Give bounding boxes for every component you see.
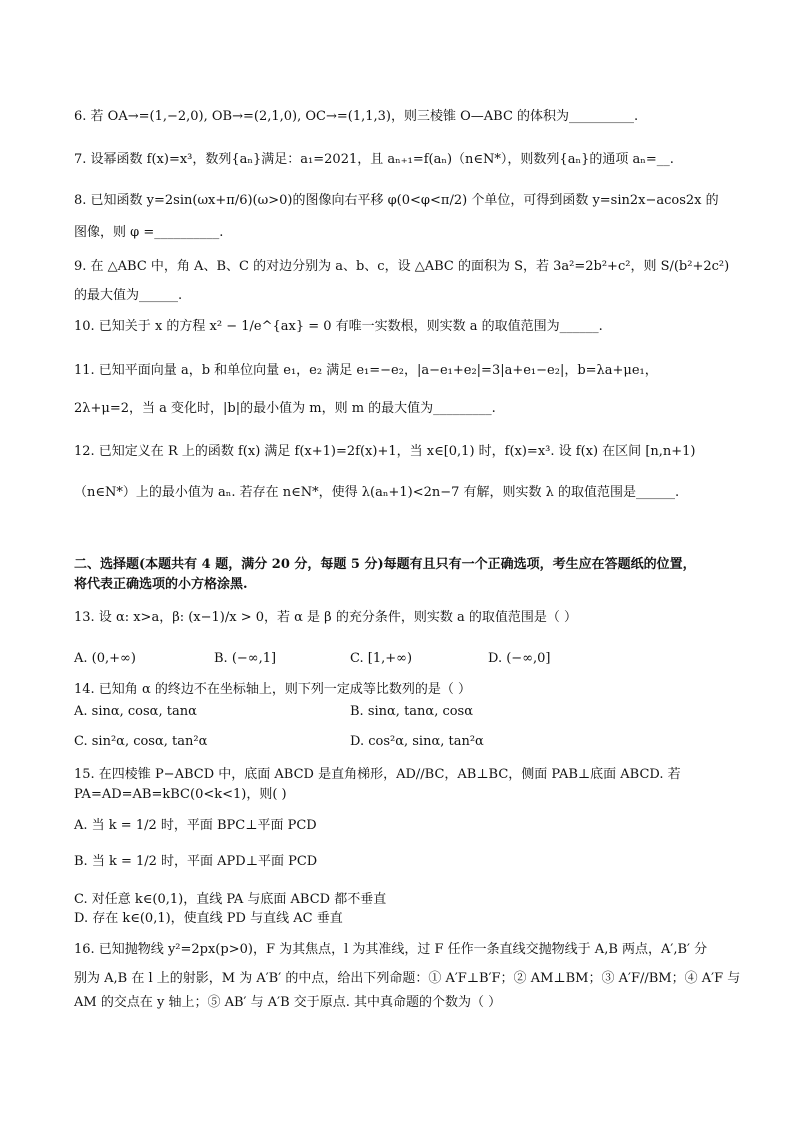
question-16-line-1: 16. 已知抛物线 y²=2px(p>0)，F 为其焦点，l 为其准线，过 F 任作一条直线交抛物线于 A,B 两点，A′,B′ 分: [74, 942, 708, 957]
question-15-option-b: B. 当 k = 1/2 时，平面 APD⊥平面 PCD: [74, 854, 318, 869]
question-14-option-d: D. cos²α, sinα, tan²α: [350, 734, 484, 749]
question-13-option-b: B. (−∞,1]: [214, 651, 277, 666]
question-16-line-2: 别为 A,B 在 l 上的射影，M 为 A′B′ 的中点，给出下列命题：① A′F⊥B′F；② AM⊥BM；③ A′F//BM；④ A′F 与: [74, 971, 741, 986]
question-15-option-a: A. 当 k = 1/2 时，平面 BPC⊥平面 PCD: [74, 818, 317, 833]
question-6: 6. 若 OA→=(1,−2,0), OB→=(2,1,0), OC→=(1,1,3)，则三棱锥 O—ABC 的体积为__________.: [74, 109, 639, 124]
question-12-line-2: （n∈N*）上的最小值为 aₙ. 若存在 n∈N*，使得 λ(aₙ+1)<2n−7 有解，则实数 λ 的取值范围是______.: [74, 485, 680, 500]
question-8-line-2: 图像，则 φ =__________.: [74, 225, 224, 240]
question-13: 13. 设 α: x>a，β: (x−1)/x > 0，若 α 是 β 的充分条件，则实数 a 的取值范围是（ ）: [74, 610, 577, 625]
question-13-option-d: D. (−∞,0]: [488, 651, 551, 666]
question-13-option-a: A. (0,+∞): [74, 651, 136, 666]
question-11-line-1: 11. 已知平面向量 a，b 和单位向量 e₁，e₂ 满足 e₁=−e₂，|a−e₁+e₂|=3|a+e₁−e₂|，b=λa+μe₁，: [74, 363, 658, 378]
question-8-line-1: 8. 已知函数 y=2sin(ωx+π/6)(ω>0)的图像向右平移 φ(0<φ<π/2) 个单位，可得到函数 y=sin2x−acos2x 的: [74, 193, 719, 208]
question-9-line-2: 的最大值为______.: [74, 288, 183, 303]
question-10: 10. 已知关于 x 的方程 x² − 1/e^{ax} = 0 有唯一实数根，则实数 a 的取值范围为______.: [74, 319, 603, 334]
question-14-option-a: A. sinα, cosα, tanα: [74, 704, 197, 719]
question-14: 14. 已知角 α 的终边不在坐标轴上，则下列一定成等比数列的是（ ）: [74, 682, 471, 697]
question-12-line-1: 12. 已知定义在 R 上的函数 f(x) 满足 f(x+1)=2f(x)+1，当 x∈[0,1) 时，f(x)=x³. 设 f(x) 在区间 [n,n+1): [74, 444, 696, 459]
question-15-line-2: PA=AD=AB=kBC(0<k<1)，则( ): [74, 787, 287, 802]
question-11-line-2: 2λ+μ=2，当 a 变化时，|b|的最小值为 m，则 m 的最大值为_________.: [74, 401, 496, 416]
question-13-option-c: C. [1,+∞): [350, 651, 413, 666]
question-16-line-3: AM 的交点在 y 轴上；⑤ AB′ 与 A′B 交于原点. 其中真命题的个数为（ ）: [74, 995, 502, 1010]
question-9-line-1: 9. 在 △ABC 中，角 A、B、C 的对边分别为 a、b、c，设 △ABC 的面积为 S，若 3a²=2b²+c²，则 S/(b²+2c²): [74, 259, 730, 274]
question-15-line-1: 15. 在四棱锥 P−ABCD 中，底面 ABCD 是直角梯形，AD//BC，AB⊥BC，侧面 PAB⊥底面 ABCD. 若: [74, 767, 681, 782]
question-14-option-c: C. sin²α, cosα, tan²α: [74, 734, 208, 749]
question-15-option-d: D. 存在 k∈(0,1)，使直线 PD 与直线 AC 垂直: [74, 911, 343, 926]
section-2-heading-line-1: 二、选择题(本题共有 4 题，满分 20 分，每题 5 分)每题有且只有一个正确选项，考生应在答题纸的位置，: [74, 557, 696, 572]
question-14-option-b: B. sinα, tanα, cosα: [350, 704, 474, 719]
section-2-heading-line-2: 将代表正确选项的小方格涂黑.: [74, 577, 248, 592]
question-7: 7. 设幂函数 f(x)=x³，数列{aₙ}满足：a₁=2021，且 aₙ₊₁=f(aₙ)（n∈N*），则数列{aₙ}的通项 aₙ=__.: [74, 152, 674, 167]
question-15-option-c: C. 对任意 k∈(0,1)，直线 PA 与底面 ABCD 都不垂直: [74, 892, 387, 907]
